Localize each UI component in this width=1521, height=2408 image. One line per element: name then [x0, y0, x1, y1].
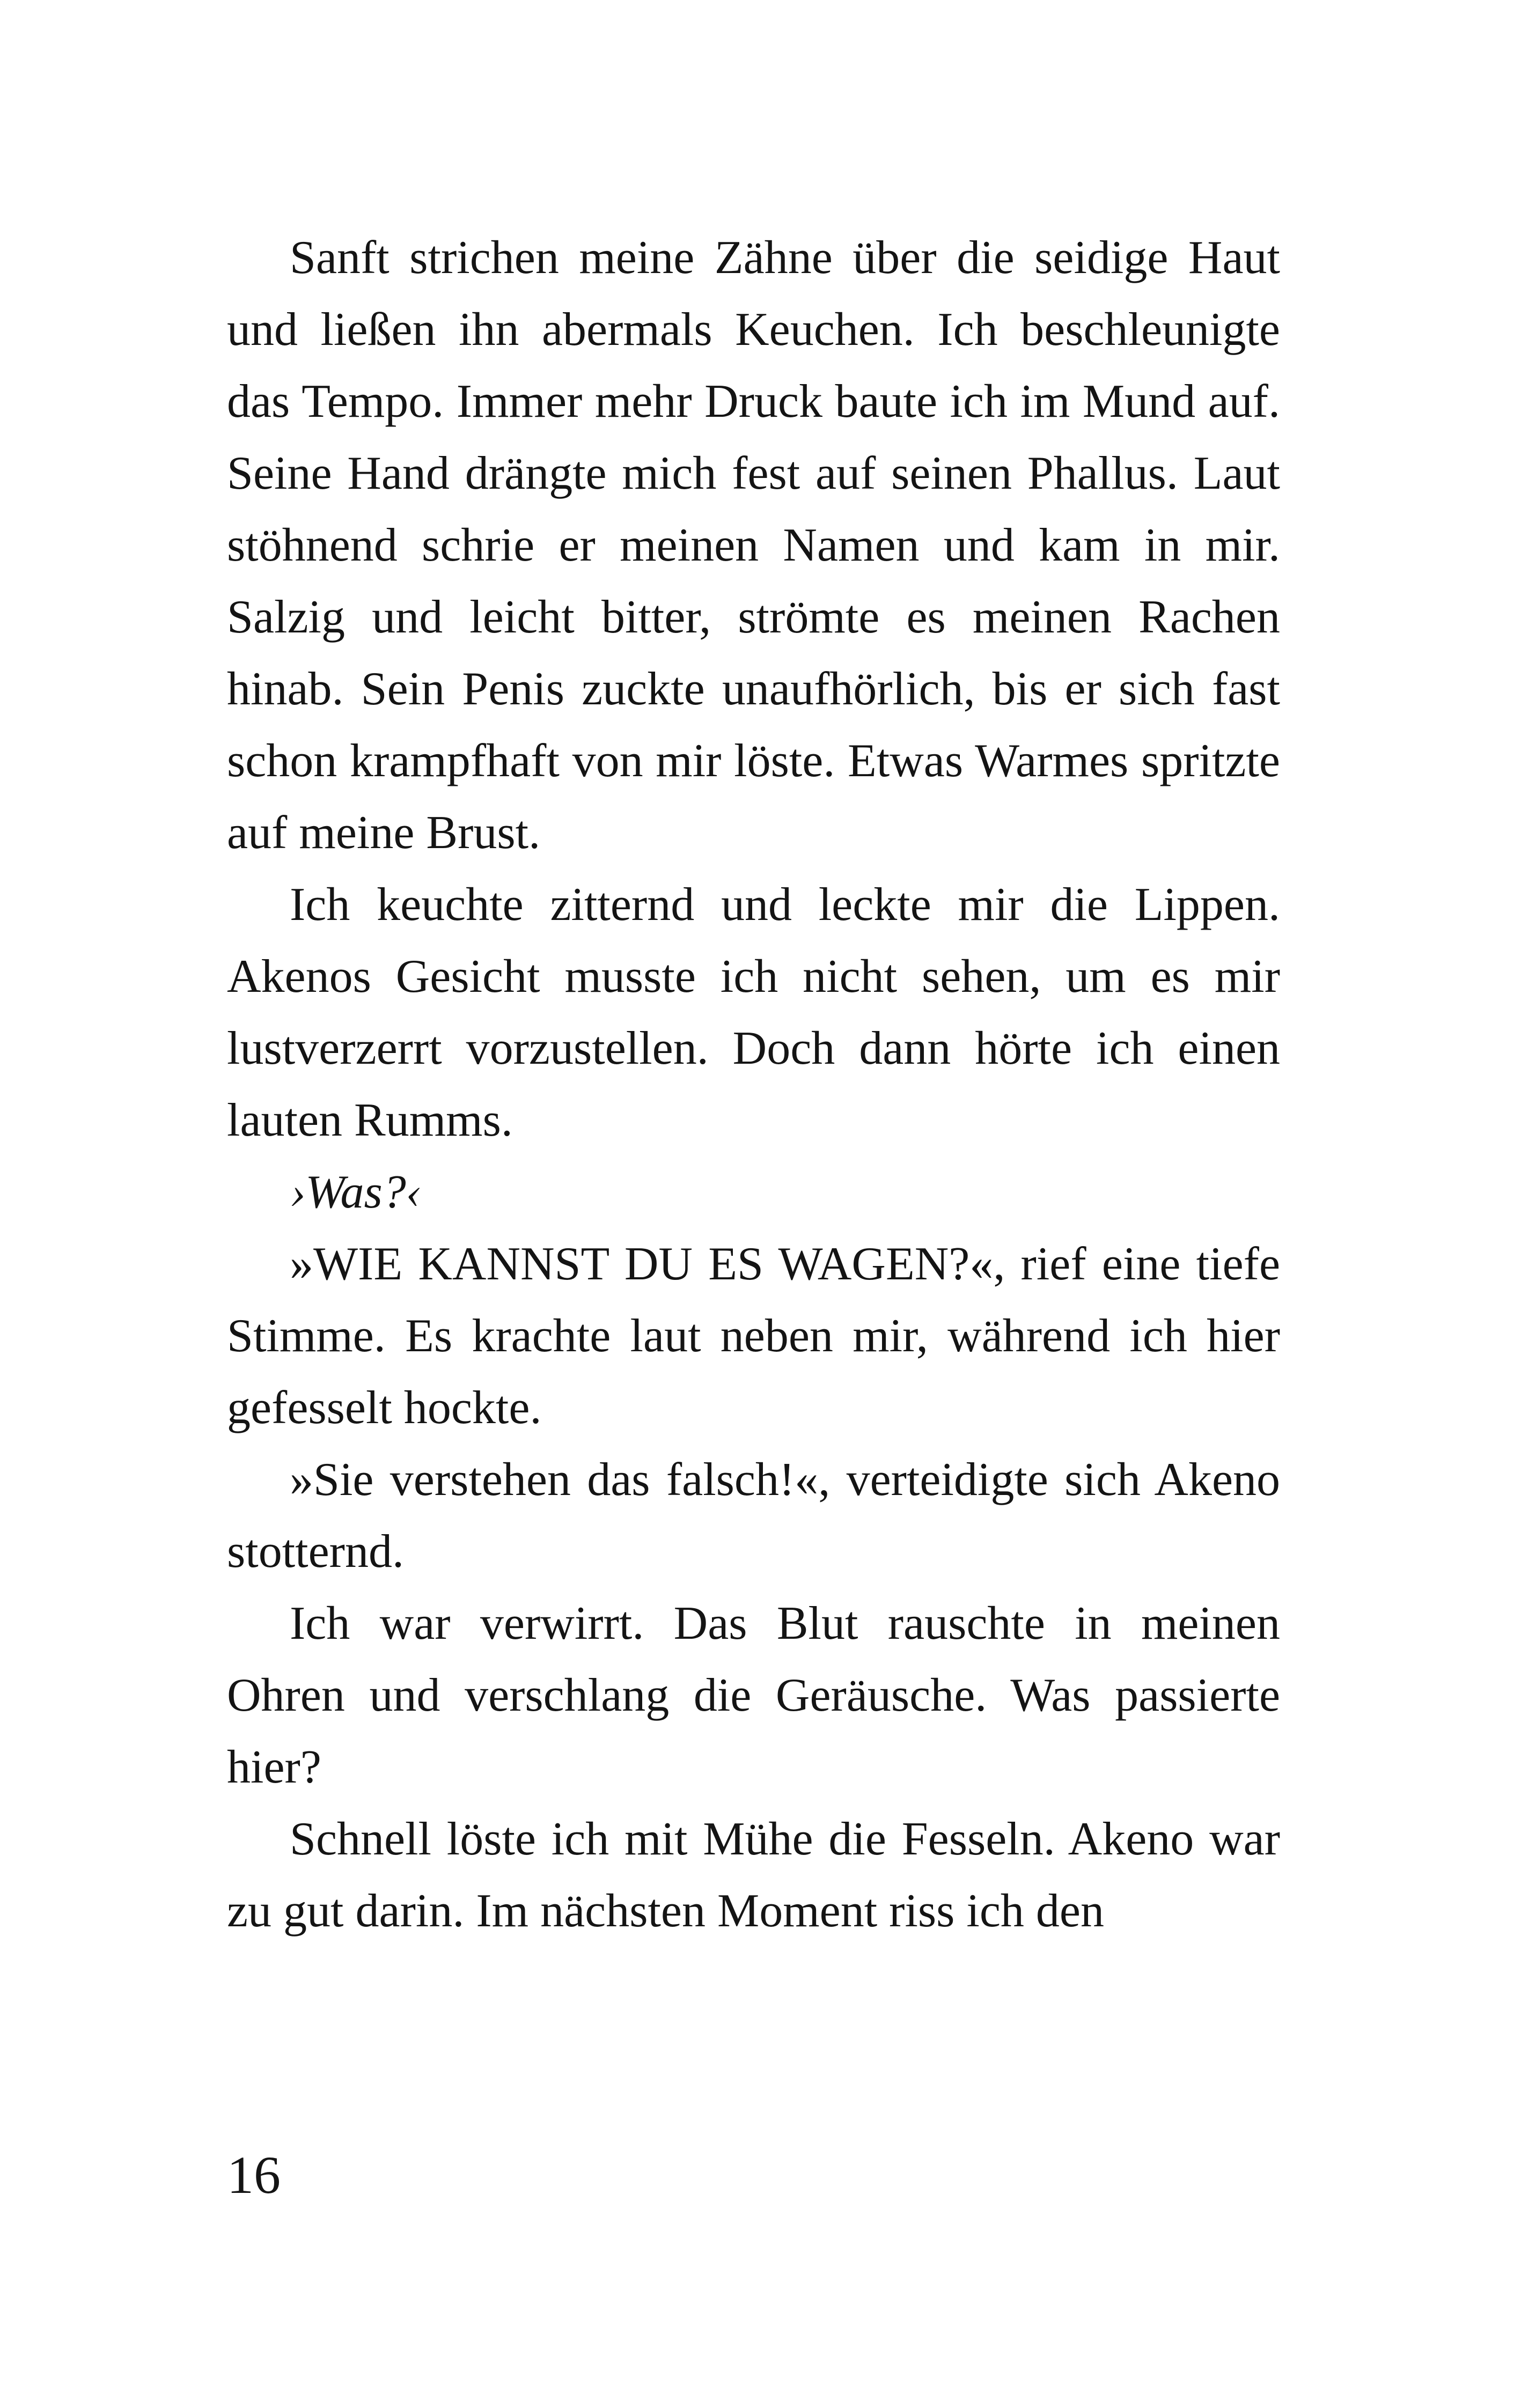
paragraph-4: »WIE KANNST DU ES WAGEN?«, rief eine tiefe Stimme. Es krachte laut neben mir, während ich hier gefesselt hockte.	[227, 1238, 1280, 1434]
paragraph-3-thought: ›Was?‹	[290, 1166, 422, 1218]
body-text	[227, 222, 1280, 1947]
paragraph-5: »Sie verstehen das falsch!«, verteidigte sich Akeno stotternd.	[227, 1454, 1280, 1578]
paragraph-7: Schnell löste ich mit Mühe die Fesseln. Akeno war zu gut darin. Im nächsten Moment riss ich den	[227, 1813, 1280, 1937]
paragraph-2: Ich keuchte zitternd und leckte mir die Lippen. Akenos Gesicht musste ich nicht sehen, um es mir lustverzerrt vorzustellen. Doch dann hörte ich einen lauten Rumms.	[227, 879, 1280, 1146]
paragraph-6: Ich war verwirrt. Das Blut rauschte in meinen Ohren und verschlang die Geräusche. Was passierte hier?	[227, 1597, 1280, 1793]
page-number: 16	[227, 2145, 281, 2205]
paragraph-1: Sanft strichen meine Zähne über die seidige Haut und ließen ihn abermals Keuchen. Ich beschleunigte das Tempo. Immer mehr Druck baute ich im Mund auf. Seine Hand drängte mich fest auf seinen Phallus. Laut stöhnend schrie er meinen Namen und kam in mir. Salzig und leicht bitter, strömte es meinen Rachen hinab. Sein Penis zuckte unaufhörlich, bis er sich fast schon krampfhaft von mir löste. Etwas Warmes spritzte auf meine Brust.	[227, 232, 1280, 859]
